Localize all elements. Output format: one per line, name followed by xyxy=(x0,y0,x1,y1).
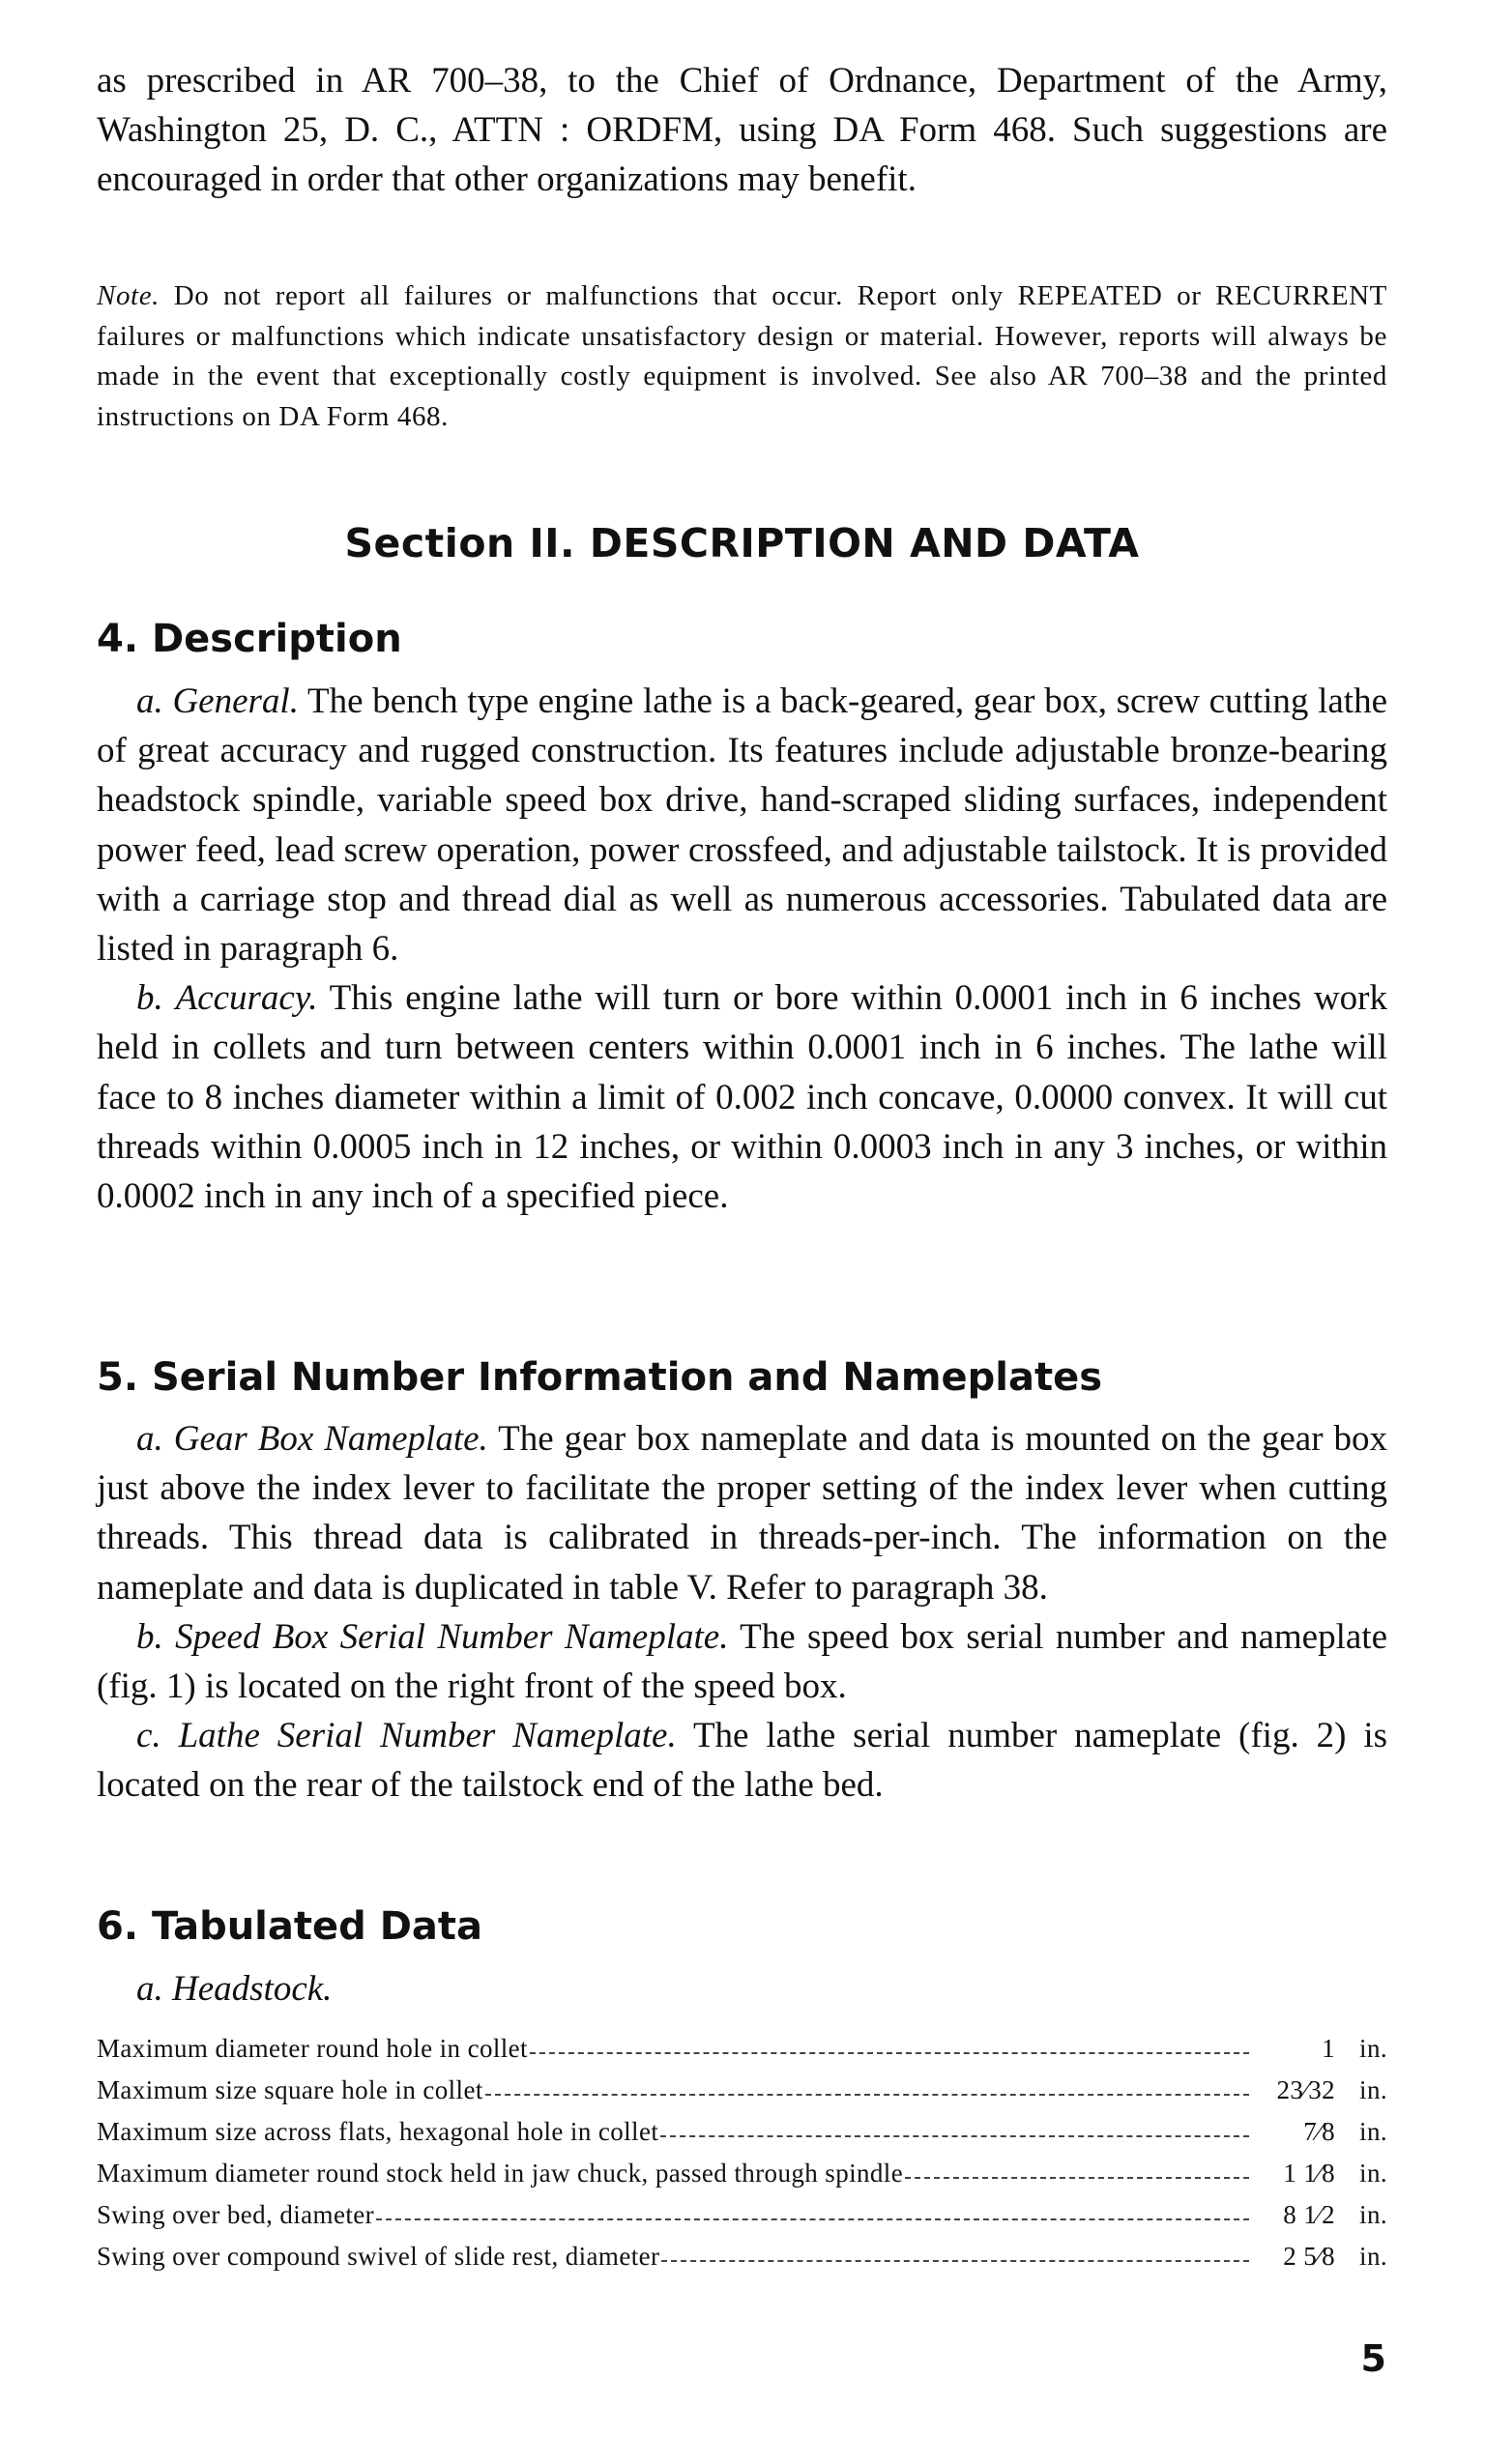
para5-c-letter: c. xyxy=(136,1716,161,1756)
para4-b-letter: b. xyxy=(136,978,163,1019)
section-heading: Section II. DESCRIPTION AND DATA xyxy=(344,520,1140,566)
table-row xyxy=(97,2070,1387,2111)
table-row-label: Swing over compound swivel of slide rest, diameter xyxy=(97,2242,660,2271)
para5-b-title: Speed Box Serial Number Nameplate. xyxy=(175,1616,729,1657)
leader-dots xyxy=(661,2260,1249,2262)
para5-c-text: The lathe serial number nameplate (fig. 2) is located on the rear of the tailstock end of the lathe bed. xyxy=(97,1716,1388,1806)
table-row-label: Maximum size square hole in collet xyxy=(97,2075,483,2104)
table-row-unit: in. xyxy=(1359,2242,1387,2271)
note-label: Note. xyxy=(97,280,160,311)
table-row-label: Maximum size across flats, hexagonal hole in collet xyxy=(97,2117,659,2146)
para4-a-letter: a. xyxy=(136,681,163,721)
table-row xyxy=(97,2111,1387,2153)
para4-body xyxy=(97,677,1387,1221)
table-row-value: 7⁄8 xyxy=(1303,2117,1335,2146)
para5-body xyxy=(97,1414,1387,1811)
para4-a-paragraph xyxy=(97,677,1387,973)
para4-b-paragraph xyxy=(97,973,1387,1221)
para6-subheading xyxy=(97,1964,1387,2014)
table-row-value: 1 xyxy=(1322,2034,1335,2063)
para5-a-title: Gear Box Nameplate. xyxy=(173,1419,488,1459)
table-row-unit: in. xyxy=(1359,2034,1387,2063)
note-block xyxy=(97,276,1387,437)
table-row-value: 8 1⁄2 xyxy=(1283,2200,1335,2229)
intro-paragraph: as prescribed in AR 700–38, to the Chief of Ordnance, Department of the Army, Washington 25, D. C., ATTN : ORDFM, using DA Form 468. Such suggestions are encouraged in order that other organizations may benefit. xyxy=(97,61,1387,200)
table-row-value: 2 5⁄8 xyxy=(1283,2242,1335,2271)
table-row xyxy=(97,2028,1387,2070)
table-row-value: 1 1⁄8 xyxy=(1283,2159,1335,2188)
para5-b-text: The speed box serial number and nameplate (fig. 1) is located on the right front of the speed box. xyxy=(97,1616,1387,1707)
table-row-label: Maximum diameter round hole in collet xyxy=(97,2034,528,2063)
table-row-label: Swing over bed, diameter xyxy=(97,2200,375,2229)
para5-c-paragraph xyxy=(97,1711,1387,1810)
table-row-unit: in. xyxy=(1359,2075,1387,2104)
leader-dots xyxy=(905,2177,1249,2179)
leader-dots xyxy=(660,2135,1249,2137)
para4-a-text: The bench type engine lathe is a back-geared, gear box, screw cutting lathe of great accuracy and rugged construction. Its features include adjustable bronze-bearing headstock spindle, variable speed box drive, hand-scraped sliding surfaces, independent power feed, lead screw operation, power crossfeed, and adjustable tailstock. It is provided with a carriage stop and thread dial as well as numerous accessories. Tabulated data are listed in paragraph 6. xyxy=(97,681,1387,970)
para5-b-paragraph xyxy=(97,1612,1387,1711)
table-row-unit: in. xyxy=(1359,2159,1387,2188)
para6-a-letter: a. xyxy=(136,1969,163,2009)
para4-b-title: Accuracy. xyxy=(175,978,318,1019)
para5-c-title: Lathe Serial Number Nameplate. xyxy=(178,1716,677,1756)
table-row-value: 23⁄32 xyxy=(1276,2075,1335,2104)
para4-a-title: General. xyxy=(172,681,299,721)
table-row xyxy=(97,2236,1387,2277)
headstock-table xyxy=(97,2028,1387,2277)
para6-a-title: Headstock. xyxy=(172,1969,333,2009)
table-row-label: Maximum diameter round stock held in jaw chuck, passed through spindle xyxy=(97,2159,904,2188)
para5-a-letter: a. xyxy=(136,1419,163,1459)
para5-b-letter: b. xyxy=(136,1616,163,1657)
para5-a-paragraph xyxy=(97,1414,1387,1612)
note-paragraph xyxy=(97,276,1387,437)
para4-heading: 4. Description xyxy=(97,617,402,661)
para5-a-text: The gear box nameplate and data is mounted on the gear box just above the index lever to facilitate the proper setting of the index lever when cutting threads. This thread data is calibrated in threads-per-inch. The information on the nameplate and data is duplicated in table V. Refer to paragraph 38. xyxy=(97,1419,1388,1608)
table-row-unit: in. xyxy=(1359,2117,1387,2146)
note-text: Do not report all failures or malfunctions that occur. Report only REPEATED or RECURRENT failures or malfunctions which indicate unsatisfactory design or material. However, reports will always be made in the event that exceptionally costly equipment is involved. See also AR 700–38 and the printed instructions on DA Form 468. xyxy=(97,280,1387,432)
leader-dots xyxy=(530,2052,1249,2054)
intro-block xyxy=(97,56,1387,205)
para6-heading: 6. Tabulated Data xyxy=(97,1904,483,1949)
para5-heading: 5. Serial Number Information and Nameplates xyxy=(97,1355,1103,1400)
para4-b-text: This engine lathe will turn or bore within 0.0001 inch in 6 inches work held in collets and turn between centers within 0.0001 inch in 6 inches. The lathe will face to 8 inches diameter within a limit of 0.002 inch concave, 0.0000 convex. It will cut threads within 0.0005 inch in 12 inches, or within 0.0003 inch in any 3 inches, or within 0.0002 inch in any inch of a specified piece. xyxy=(97,978,1387,1217)
page-number: 5 xyxy=(1360,2337,1386,2380)
leader-dots xyxy=(485,2094,1249,2096)
table-row xyxy=(97,2194,1387,2236)
table-row xyxy=(97,2153,1387,2194)
leader-dots xyxy=(376,2218,1249,2220)
table-row-unit: in. xyxy=(1359,2200,1387,2229)
